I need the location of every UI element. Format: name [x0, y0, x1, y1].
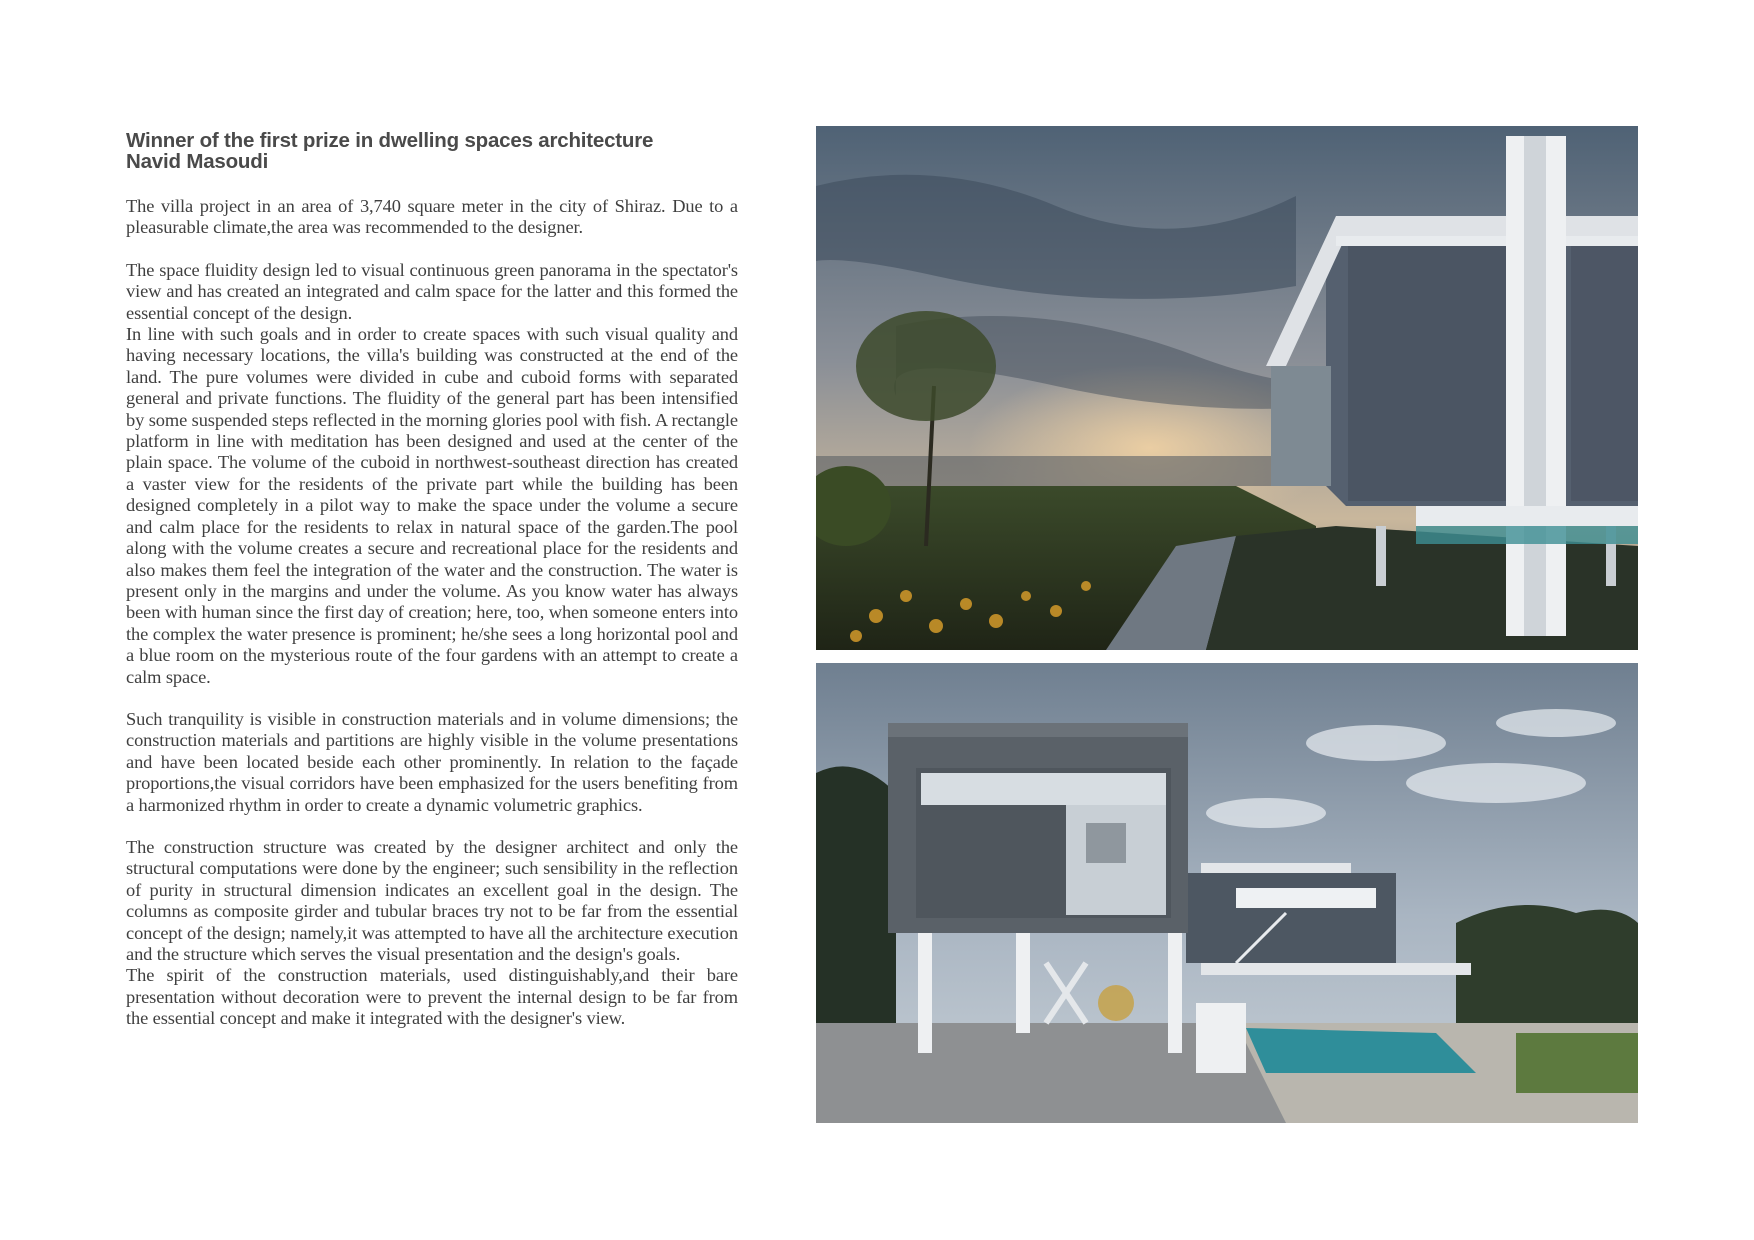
heading-award-line: Winner of the first prize in dwelling spaces architecture	[126, 129, 654, 152]
paragraph-goals: In line with such goals and in order to create spaces with such visual quality and having necessary locations, the villa's building was constructed at the end of the land. The pure volumes were divided in cube and cuboid forms with separated general and private functions. The fluidity of the general part has been intensified by some suspended steps reflected in the morning glories pool with fish. A rectangle platform in line with meditation has been designed and used at the center of the plain space. The volume of the cuboid in northwest-southeast direction has created a vaster view for the residents of the private part while the building has been designed completely in a pilot way to make the space under the volume a secure and calm place for the residents to relax in natural space of the garden.The pool along with the volume creates a secure and recreational place for the residents and also makes them feel the integration of the water and the construction. The water is present only in the margins and under the volume. As you know water has always been with human since the first day of creation; here, too, when someone enters into the complex the water presence is prominent; he/she sees a long horizontal pool and a blue room on the mysterious route of the four gardens with an attempt to create a calm space.	[126, 324, 738, 687]
heading-author-line: Navid Masoudi	[126, 150, 269, 173]
article-text-column	[126, 130, 738, 1030]
paragraph-structure: The construction structure was created by the designer architect and only the structural computations were done by the engineer; such sensibility in the reflection of purity in structural dimension indicates an excellent goal in the design. The columns as composite girder and tubular braces try not to be far from the essential concept of the design; namely,it was attempted to have all the architecture execution and the structure which serves the visual presentation and the design's goals.	[126, 836, 738, 964]
article-heading	[126, 130, 738, 172]
paragraph-materials: The spirit of the construction materials, used distinguishably,and their bare presentation without decoration were to prevent the internal design to be far from the essential concept and make it integrated with the designer's view.	[126, 965, 738, 1029]
paragraph-fluidity: The space fluidity design led to visual continuous green panorama in the spectator's view and has created an integrated and calm space for the latter and this formed the essential concept of the design.	[126, 259, 738, 323]
villa-pool-photo	[816, 663, 1638, 1123]
paragraph-intro: The villa project in an area of 3,740 square meter in the city of Shiraz. Due to a pleasurable climate,the area was recommended to the designer.	[126, 196, 738, 238]
villa-evening-photo	[816, 126, 1638, 650]
paragraph-tranquility: Such tranquility is visible in construction materials and in volume dimensions; the construction materials and partitions are highly visible in the volume presentations and have been located beside each other prominently. In relation to the façade proportions,the visual corridors have been emphasized for the users benefiting from a harmonized rhythm in order to create a dynamic volumetric graphics.	[126, 708, 738, 815]
